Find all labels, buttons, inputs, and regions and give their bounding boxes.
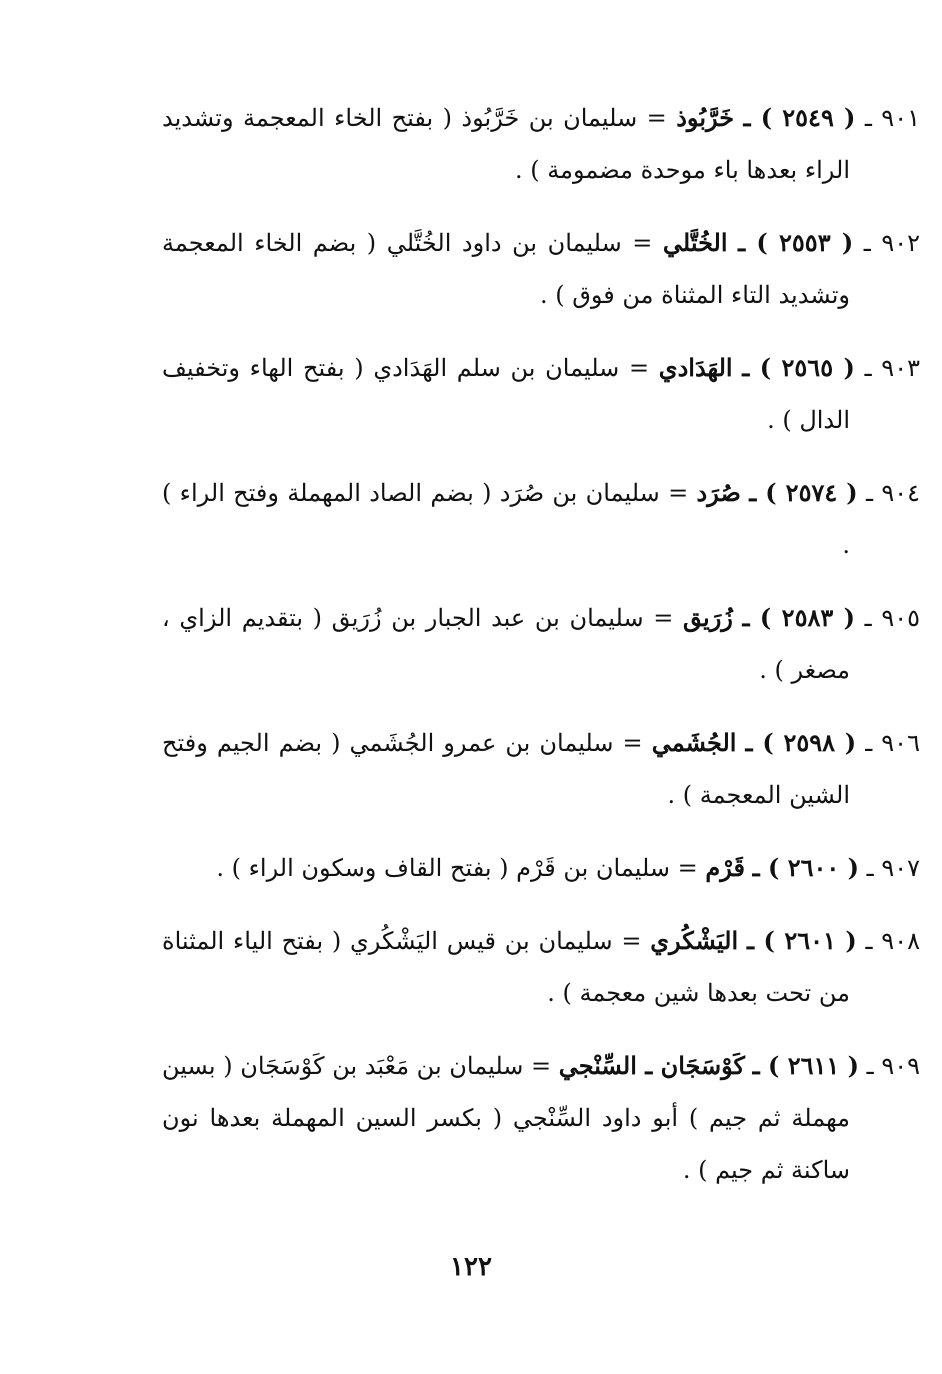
entry-text: = سليمان بن عمرو الجُشَمي ( بضم الجيم وفتح الشين المعجمة ) . [162, 729, 850, 809]
entry-reference: ( ٢٦٠١ ) ـ [746, 926, 857, 955]
entry-reference: ( ٢٥٩٨ ) ـ [745, 728, 857, 757]
entry-909 [92, 1040, 920, 1196]
entry-903 [92, 342, 920, 446]
entry-904 [92, 467, 920, 571]
entry-reference: ( ٢٥٧٤ ) ـ [749, 478, 858, 507]
entry-number: ٩٠٥ ـ [864, 604, 920, 632]
entry-number: ٩٠٩ ـ [866, 1052, 920, 1080]
entry-text: = سليمان بن صُرَد ( بضم الصاد المهملة وفتح الراء ) . [162, 479, 850, 559]
entry-headword: اليَشْكُري [650, 926, 739, 955]
entry-reference: ( ٢٥٦٥ ) ـ [742, 353, 855, 382]
entry-text: = سليمان بن عبد الجبار بن زُرَيق ( بتقديم الزاي ، مصغر ) . [162, 604, 850, 684]
entry-text: = سليمان بن قيس اليَشْكُري ( بفتح الياء المثناة من تحت بعدها شين معجمة ) . [162, 927, 850, 1007]
entry-901 [92, 92, 920, 196]
entry-headword: الخُتَّلي [662, 228, 728, 257]
entry-headword: الجُشَمي [651, 728, 737, 757]
entry-906 [92, 717, 920, 821]
entry-headword: خَرَّبُوذ [676, 103, 735, 132]
entry-905 [92, 592, 920, 696]
entry-headword: قَرْم [705, 853, 745, 882]
entry-reference: ( ٢٦٠٠ ) ـ [752, 853, 860, 882]
entry-reference: ( ٢٥٨٣ ) ـ [742, 603, 855, 632]
entry-headword: كَوْسَجَان ـ السِّنْجي [558, 1051, 745, 1080]
entry-text: = سليمان بن سلم الهَدَادي ( بفتح الهاء وتخفيف الدال ) . [162, 354, 850, 434]
entry-number: ٩٠٤ ـ [865, 479, 920, 507]
entry-list [92, 92, 920, 1217]
entry-number: ٩٠٦ ـ [865, 729, 920, 757]
entry-902 [92, 217, 920, 321]
entry-number: ٩٠١ ـ [864, 104, 920, 132]
entry-reference: ( ٢٦١١ ) ـ [752, 1051, 860, 1080]
entry-headword: الهَدَادي [658, 353, 733, 382]
entry-headword: صُرَد [696, 478, 741, 507]
entry-text: = سليمان بن قَرْم ( بفتح القاف وسكون الراء ) . [216, 854, 698, 882]
page-number: ١٢٢ [450, 1252, 492, 1282]
entry-reference: ( ٢٥٥٣ ) ـ [738, 228, 854, 257]
entry-reference: ( ٢٥٤٩ ) ـ [743, 103, 856, 132]
entry-number: ٩٠٣ ـ [864, 354, 920, 382]
entry-text: = سليمان بن داود الخُتَّلي ( بضم الخاء المعجمة وتشديد التاء المثناة من فوق ) . [162, 229, 850, 309]
entry-908 [92, 915, 920, 1019]
entry-number: ٩٠٢ ـ [863, 229, 920, 257]
entry-text: = سليمان بن مَعْبَد بن كَوْسَجَان ( بسين مهملة ثم جيم ) أبو داود السِّنْجي ( بكسر السين المهملة بعدها نون ساكنة ثم جيم ) . [161, 1052, 850, 1184]
entry-number: ٩٠٨ ـ [865, 927, 920, 955]
entry-headword: زُرَيق [683, 603, 733, 632]
entry-number: ٩٠٧ ـ [866, 854, 920, 882]
entry-907 [92, 842, 920, 894]
entry-text: = سليمان بن خَرَّبُوذ ( بفتح الخاء المعجمة وتشديد الراء بعدها باء موحدة مضمومة ) . [162, 104, 850, 184]
